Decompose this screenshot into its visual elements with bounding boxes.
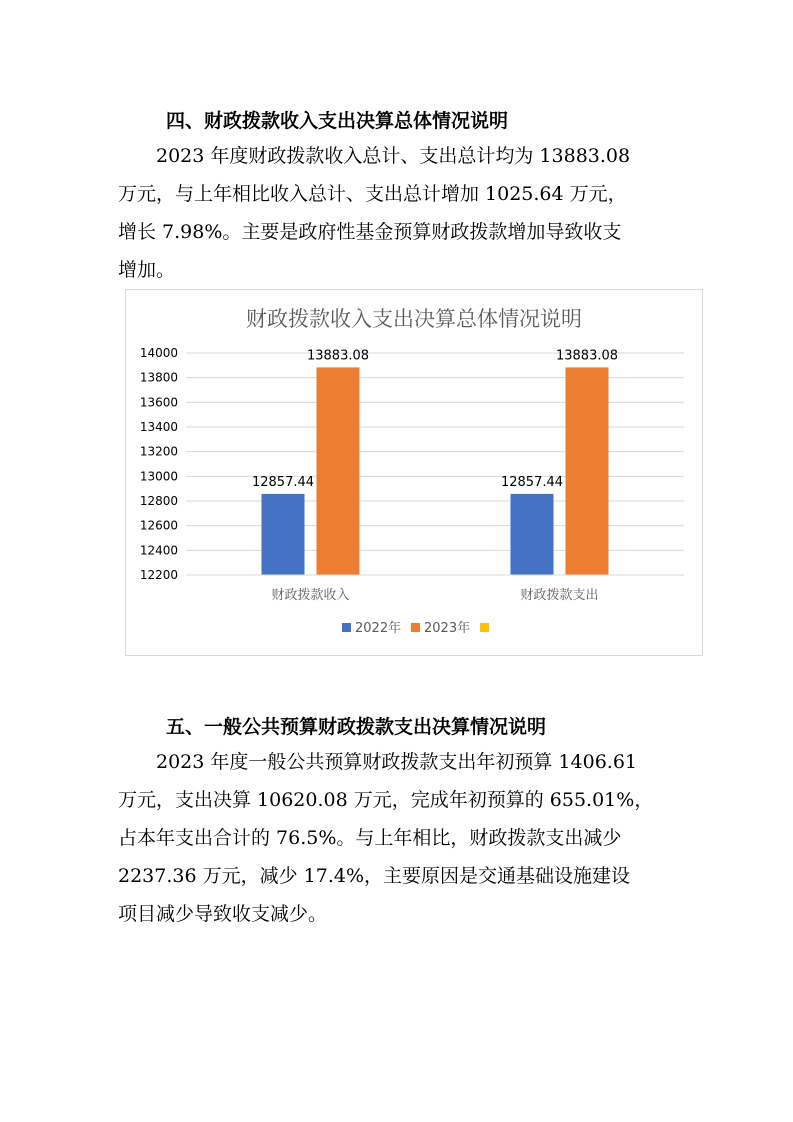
legend-label: 2022年 xyxy=(355,621,402,636)
section-5-paragraph xyxy=(118,743,678,933)
x-category-label: 财政拨款收入 xyxy=(271,588,350,603)
legend-swatch xyxy=(411,623,420,632)
section-4-paragraph xyxy=(118,137,678,289)
chart-canvas xyxy=(126,290,702,655)
y-tick-label: 13000 xyxy=(139,469,178,484)
y-tick-label: 12200 xyxy=(139,568,178,582)
y-tick-label: 14000 xyxy=(139,346,178,360)
data-label: 13883.08 xyxy=(555,348,619,364)
paragraph-line: 万元，与上年相比收入总计、支出总计增加 1025.64 万元， xyxy=(118,183,627,205)
bar xyxy=(511,494,554,575)
bar xyxy=(566,367,609,575)
x-category-label: 财政拨款支出 xyxy=(520,588,599,603)
paragraph-line: 2023 年度一般公共预算财政拨款支出年初预算 1406.61 xyxy=(156,751,638,773)
legend-label: 2023年 xyxy=(424,621,471,636)
y-tick-label: 12800 xyxy=(139,494,178,508)
y-tick-label: 13400 xyxy=(139,420,178,434)
data-label: 13883.08 xyxy=(306,348,370,364)
y-tick-label: 13200 xyxy=(139,444,178,459)
paragraph-line: 万元，支出决算 10620.08 万元，完成年初预算的 655.01%， xyxy=(118,789,654,811)
data-label: 12857.44 xyxy=(500,474,564,490)
data-label: 12857.44 xyxy=(251,474,315,490)
section-5-heading: 五、一般公共预算财政拨款支出决算情况说明 xyxy=(166,716,547,738)
paragraph-line: 增长 7.98%。主要是政府性基金预算财政拨款增加导致收支 xyxy=(118,221,622,243)
y-tick-label: 13600 xyxy=(139,395,178,410)
paragraph-line: 项目减少导致收支减少。 xyxy=(118,903,328,925)
section-4-heading: 四、财政拨款收入支出决算总体情况说明 xyxy=(166,110,509,132)
paragraph-line: 占本年支出合计的 76.5%。与上年相比，财政拨款支出减少 xyxy=(118,827,622,849)
bar xyxy=(317,367,360,575)
legend-swatch xyxy=(342,623,351,632)
y-tick-label: 12400 xyxy=(139,543,178,558)
y-tick-label: 13800 xyxy=(139,370,178,385)
paragraph-line: 增加。 xyxy=(118,259,176,281)
paragraph-line: 2237.36 万元，减少 17.4%，主要原因是交通基础设施建设 xyxy=(118,865,631,887)
legend-swatch xyxy=(480,623,489,632)
y-tick-label: 12600 xyxy=(139,518,178,533)
bar-chart xyxy=(125,289,703,656)
bar xyxy=(262,494,305,575)
chart-title: 财政拨款收入支出决算总体情况说明 xyxy=(246,307,582,331)
paragraph-line: 2023 年度财政拨款收入总计、支出总计均为 13883.08 xyxy=(156,145,631,167)
